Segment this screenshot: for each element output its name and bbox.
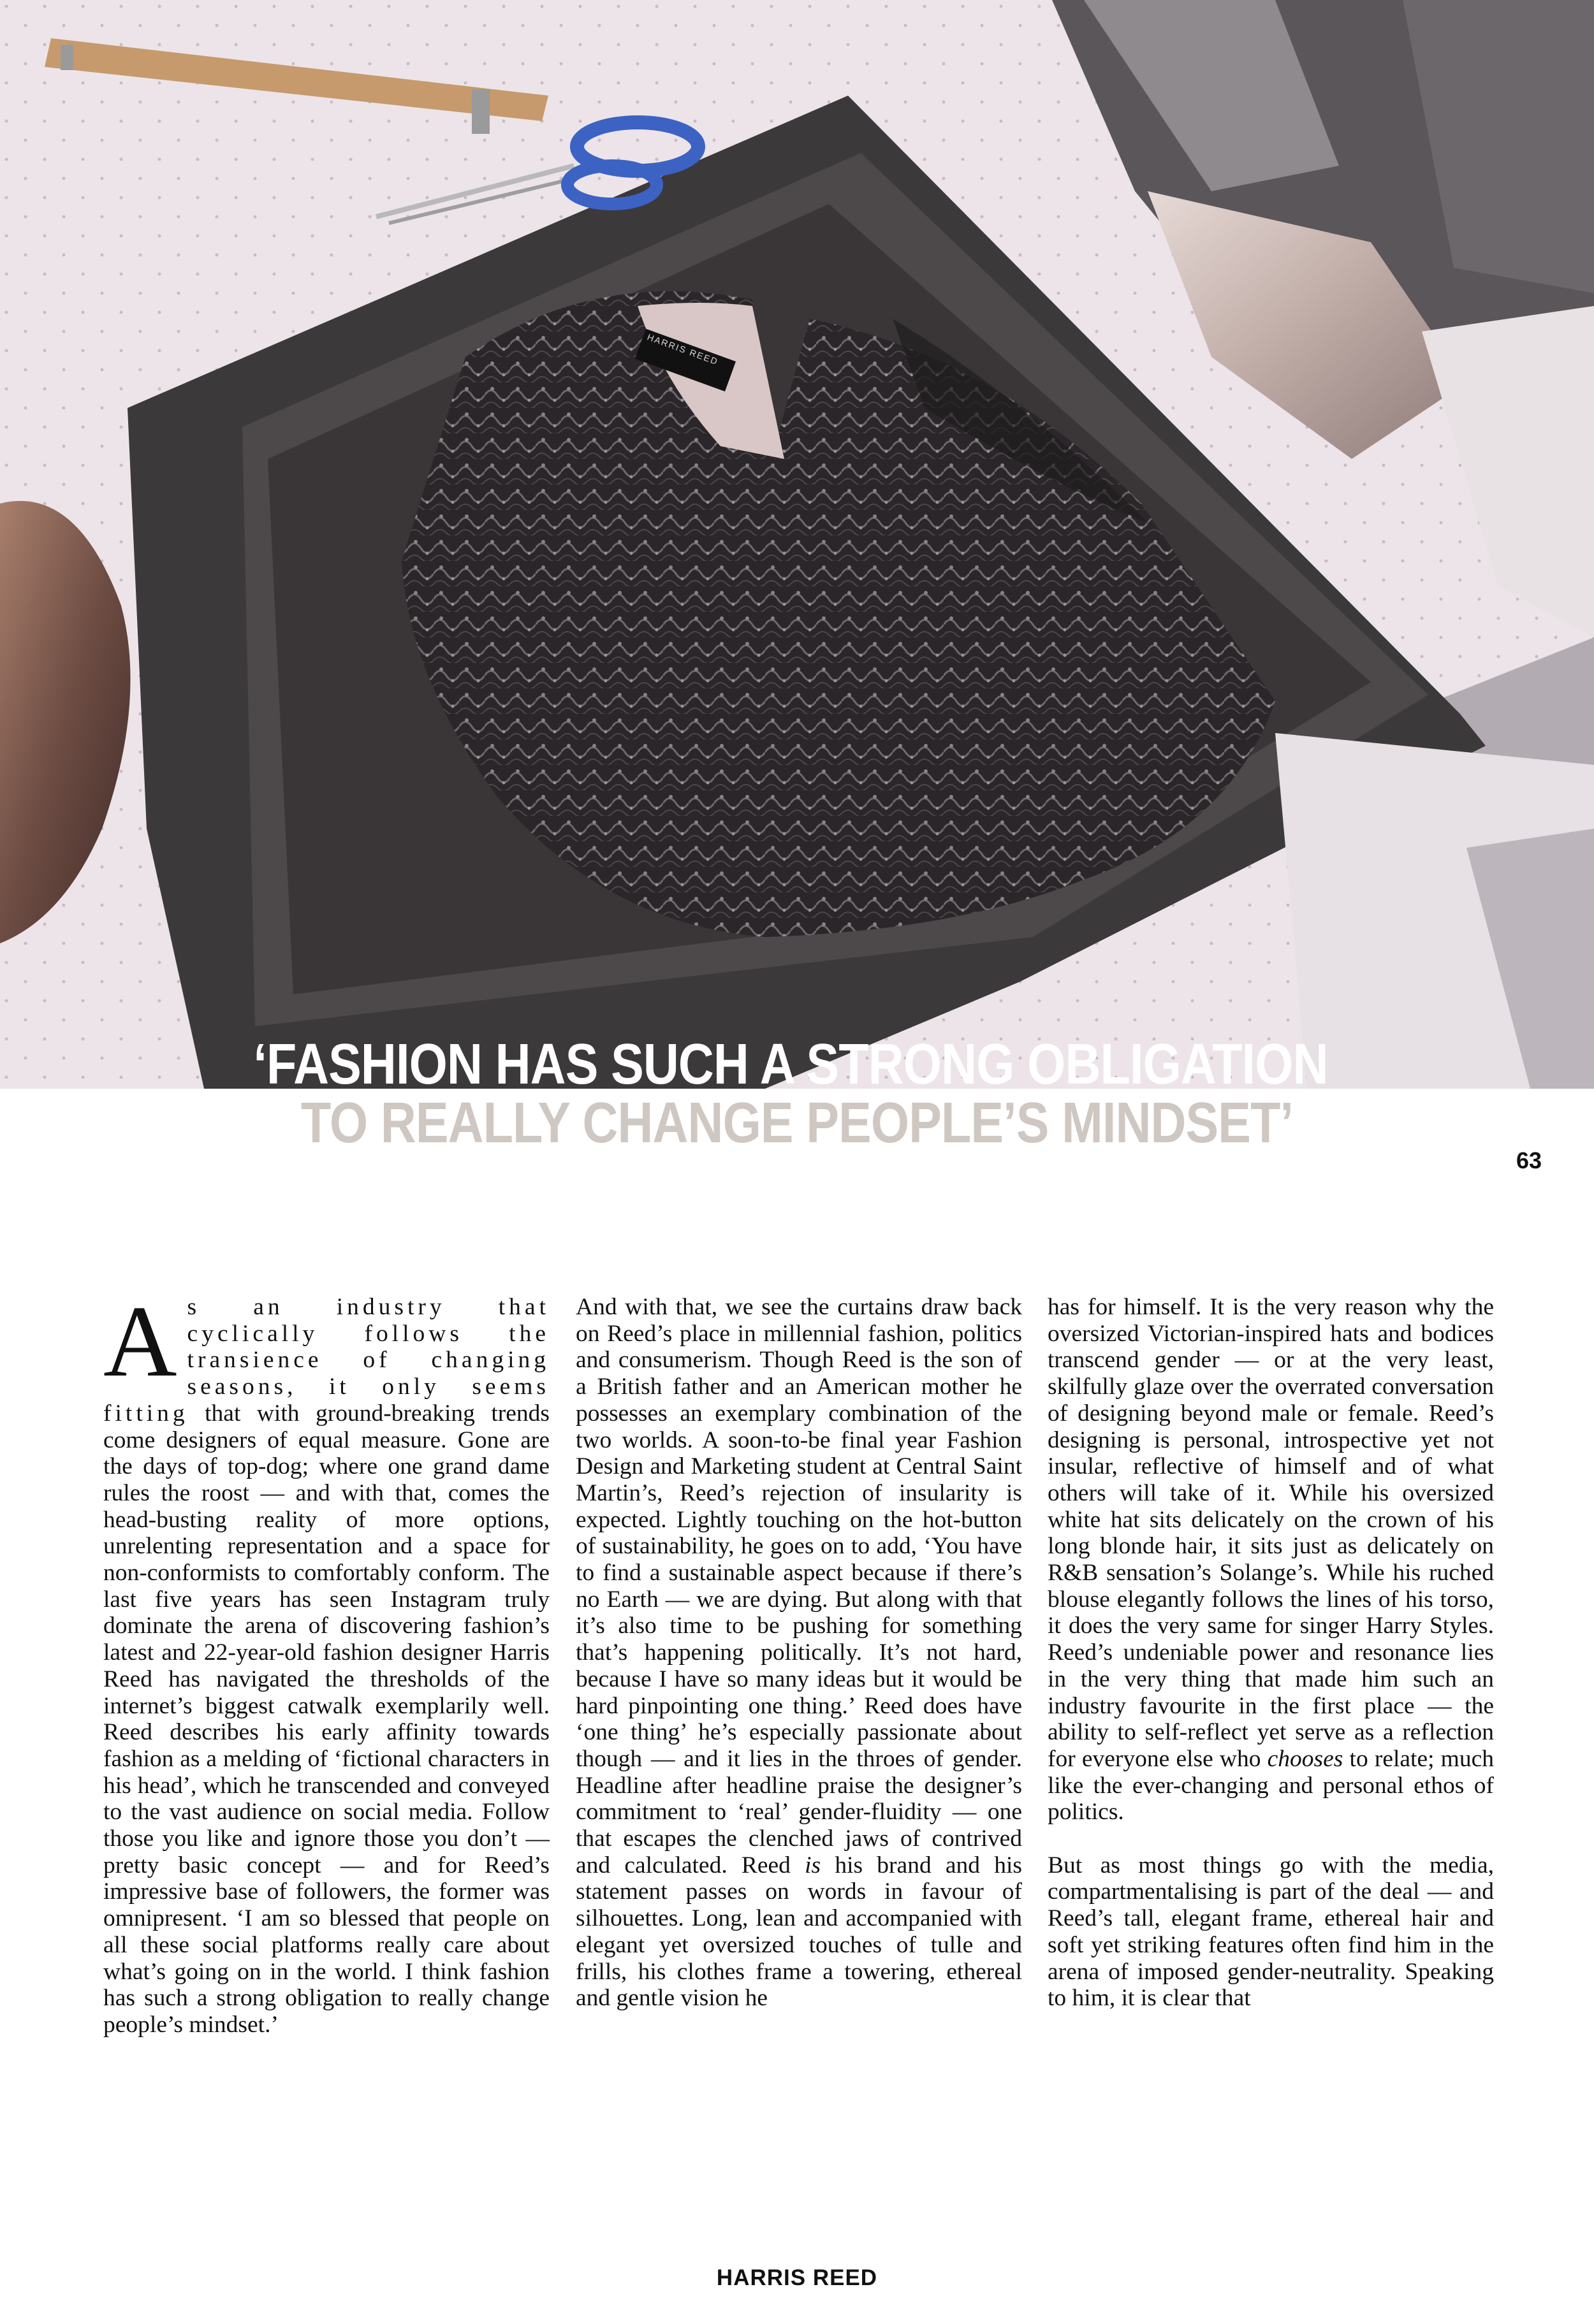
hero-photo-illustration	[0, 0, 1594, 1089]
article-paragraph	[576, 1294, 1022, 2012]
pull-quote-line-2: TO REALLY CHANGE PEOPLE’S MINDSET’	[300, 1091, 1294, 1155]
article-text: that with ground-breaking trends come designers of equal measure. Gone are the days of top-dog; where one grand dame rules the roost — and with that, comes the head-busting reality of more options, unrelenting representation and a space for non-conformists to comfortably conform. The last five years has seen Instagram truly dominate the arena of discovering fashion’s latest and 22-year-old fashion designer Harris Reed has navigated the thresholds of the internet’s biggest catwalk exemplarily well. Reed describes his early affinity towards fashion as a melding of ‘fictional characters in his head’, which he transcended and conveyed to the vast audience on social media. Follow those you like and ignore those you don’t — pretty basic concept — and for Reed’s impressive base of followers, the former was omnipresent. ‘I am so blessed that people on all these social platforms really care about what’s going on in the world. I think fashion has such a strong obligation to really change people’s mindset.’	[103, 1400, 550, 2038]
garment-label: HARRIS REED	[645, 331, 720, 367]
article-emphasis: chooses	[1267, 1745, 1343, 1772]
footer-title: HARRIS REED	[716, 2265, 878, 2290]
page-number: 63	[1516, 1147, 1542, 1173]
article-column-2	[576, 1294, 1022, 2038]
article-paragraph	[1048, 1294, 1494, 1826]
pull-quote-line-1: ‘FASHION HAS SUCH A STRONG OBLIGATION	[253, 1033, 1328, 1096]
article-text: to relate; much like the ever-changing and personal ethos of politics.	[1048, 1745, 1494, 1826]
article-text: But as most things go with the media, compartmentalising is part of the deal — and Reed’s tall, elegant frame, ethereal hair and soft yet striking features often find him in the arena of imposed gender-neutrality. Speaking to him, it is clear that	[1048, 1852, 1494, 2012]
article-text: And with that, we see the curtains draw back on Reed’s place in millennial fashion, politics and consumerism. Though Reed is the son of a British father and an American mother he possesses an exemplary combination of the two worlds. A soon-to-be final year Fashion Design and Marketing student at Central Saint Martin’s, Reed’s rejection of insularity is expected. Lightly touching on the hot-button of sustainability, he goes on to add, ‘You have to find a sustainable aspect because if there’s no Earth — we are dying. But along with that it’s also time to be pushing for something that’s happening politically. It’s not hard, because I have so many ideas but it would be hard pinpointing one thing.’ Reed does have ‘one thing’ he’s especially passionate about though — and it lies in the throes of gender. Headline after headline praise the designer’s commitment to ‘real’ gender-fluidity — one that escapes the clenched jaws of contrived and calculated. Reed	[576, 1294, 1022, 1878]
article-text: his brand and his statement passes on words in favour of silhouettes. Long, lean and accompanied with elegant yet oversized touches of tulle and frills, his clothes frame a towering, ethereal and gentle vision he	[576, 1852, 1022, 2012]
article-column-1	[103, 1284, 550, 2065]
article-paragraph	[103, 1284, 550, 2038]
article-paragraph	[1048, 1852, 1494, 2012]
article-lead-text: s an industry that cyclically follows the transience of changing seasons, it only seems fitting	[103, 1294, 550, 1427]
hero-photo	[0, 0, 1594, 1089]
article-column-3	[1048, 1294, 1494, 2038]
drop-cap: A	[103, 1284, 177, 1398]
article-text: has for himself. It is the very reason why the oversized Victorian-inspired hats and bodices transcend gender — or at the very least, skilfully glaze over the overrated conversation of designing beyond male or female. Reed’s designing is personal, introspective yet not insular, reflective of himself and of what others will take of it. While his oversized white hat sits delicately on the crown of his long blonde hair, it sits just as delicately on R&B sensation’s Solange’s. While his ruched blouse elegantly follows the lines of his torso, it does the very same for singer Harry Styles. Reed’s undeniable power and resonance lies in the very thing that made him such an industry favourite in the first place — the ability to self-reflect yet serve as a reflection for everyone else who	[1048, 1294, 1494, 1772]
article-emphasis: is	[805, 1852, 821, 1878]
